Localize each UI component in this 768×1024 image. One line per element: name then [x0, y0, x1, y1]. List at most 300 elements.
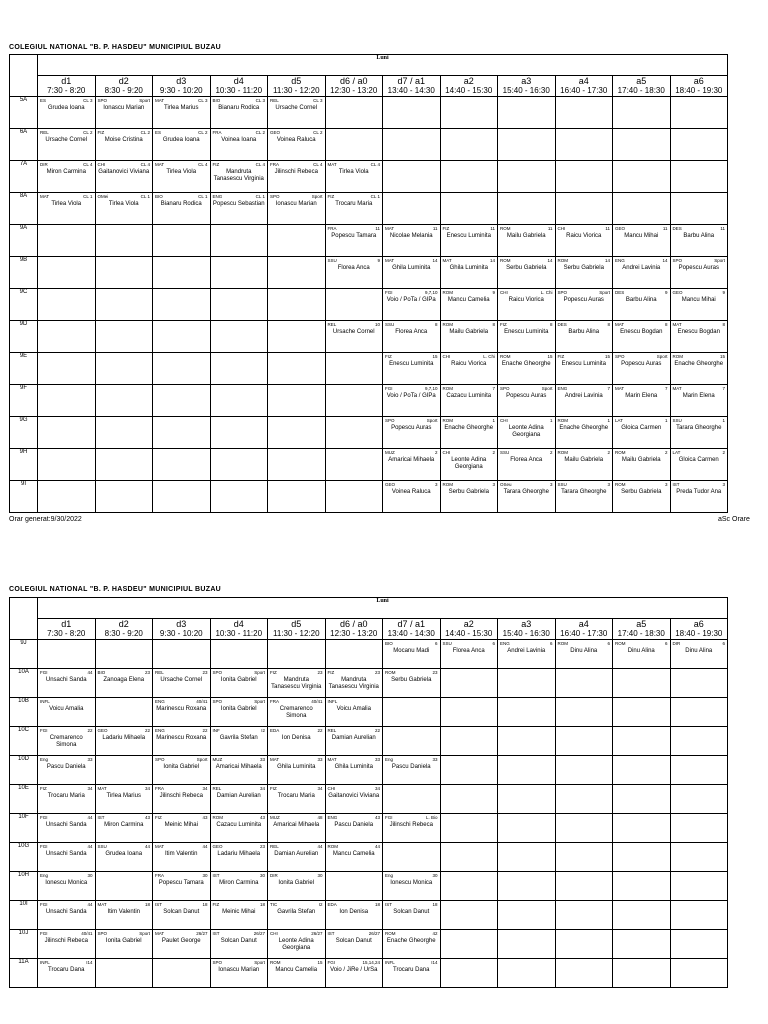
class-row: [10, 385, 728, 417]
subject-code: FRA: [155, 873, 164, 878]
day-header: Luni: [38, 598, 728, 619]
teacher-name: Dinu Alina: [627, 648, 655, 654]
subject-code: SSU: [327, 258, 337, 263]
lesson-cell: [153, 901, 211, 930]
teacher-name: Grudea Ioana: [105, 851, 143, 857]
teacher-name: Ladariu Mihaela: [217, 851, 261, 857]
period-header: [38, 76, 96, 97]
subject-code: MAT: [615, 386, 625, 391]
lesson-cell: [95, 353, 153, 385]
lesson-cell: [613, 930, 671, 959]
lesson-cell: [498, 385, 556, 417]
lesson-cell: [95, 193, 153, 225]
room-number: 14: [604, 258, 610, 263]
lesson-cell: [210, 669, 268, 698]
room-number: 44: [374, 844, 380, 849]
room-number: 14: [662, 258, 668, 263]
lesson-cell: [95, 417, 153, 449]
room-number: 26/27: [311, 931, 323, 936]
period-name: a3: [521, 619, 532, 629]
teacher-name: Mailu Gabriela: [621, 457, 661, 463]
period-header: [153, 619, 211, 640]
teacher-name: Florea Anca: [452, 648, 485, 654]
room-number: Sport: [426, 418, 438, 423]
room-number: 11: [662, 226, 668, 231]
lesson-cell: [613, 901, 671, 930]
teacher-name: Andrei Lavinia: [564, 393, 603, 399]
subject-code: REL: [40, 130, 49, 135]
subject-code: REL: [155, 670, 164, 675]
teacher-name: Marin Elena: [625, 393, 658, 399]
lesson-cell: [498, 289, 556, 321]
subject-code: ROM: [327, 844, 338, 849]
room-number: Sport: [139, 931, 150, 936]
class-row: [10, 321, 728, 353]
lesson-cell: [210, 930, 268, 959]
lesson-cell: [95, 289, 153, 321]
lesson-cell: [498, 417, 556, 449]
period-header: [383, 76, 441, 97]
period-header: [498, 76, 556, 97]
room-number: 40/41: [196, 699, 208, 704]
lesson-cell: [670, 698, 728, 727]
class-label: 9A: [10, 225, 38, 257]
lesson-cell: [268, 225, 326, 257]
lesson-cell: [383, 417, 441, 449]
room-number: CL 3: [313, 98, 323, 103]
period-time: 12:30 - 13:20: [330, 629, 378, 638]
subject-code: GEO: [97, 728, 108, 733]
class-row: [10, 930, 728, 959]
subject-code: MAT: [155, 162, 165, 167]
room-number: 23: [259, 844, 265, 849]
room-number: CL 1: [198, 194, 208, 199]
lesson-cell: [95, 872, 153, 901]
lesson-cell: [268, 353, 326, 385]
subject-code: SSU: [442, 641, 452, 646]
room-number: 11: [605, 226, 610, 231]
room-number: 3: [664, 482, 668, 487]
lesson-cell: [555, 193, 613, 225]
room-number: 15: [432, 354, 438, 359]
lesson-cell: [95, 727, 153, 756]
teacher-name: Voinea Raluca: [391, 489, 431, 495]
class-row: [10, 814, 728, 843]
period-time: 15:40 - 16:30: [502, 86, 550, 95]
class-row: [10, 959, 728, 988]
subject-code: ROM: [500, 226, 511, 231]
teacher-name: Itim Valentin: [164, 851, 198, 857]
room-number: Sport: [599, 290, 610, 295]
subject-code: Eng: [385, 757, 394, 762]
subject-code: FIZ: [442, 226, 450, 231]
lesson-cell: [613, 756, 671, 785]
room-number: 40/41: [311, 699, 323, 704]
class-label: 9H: [10, 449, 38, 481]
lesson-cell: [498, 901, 556, 930]
room-number: 8: [664, 322, 668, 327]
lesson-cell: [38, 417, 96, 449]
period-name: a5: [636, 619, 647, 629]
teacher-name: Paulet George: [161, 938, 201, 944]
lesson-cell: [153, 481, 211, 513]
lesson-cell: [210, 959, 268, 988]
teacher-name: Serbu Gabriela: [506, 265, 547, 271]
lesson-cell: [153, 449, 211, 481]
lesson-cell: [38, 959, 96, 988]
lesson-cell: [613, 785, 671, 814]
subject-code: FIZ: [155, 815, 162, 820]
room-number: 2: [607, 450, 610, 455]
lesson-cell: [498, 161, 556, 193]
lesson-cell: [325, 872, 383, 901]
lesson-cell: [325, 353, 383, 385]
period-time: 9:30 - 10:20: [159, 86, 203, 95]
teacher-name: Voicu Amalia: [49, 706, 84, 712]
lesson-cell: [555, 97, 613, 129]
subject-code: MAT: [155, 931, 165, 936]
room-number: 18: [374, 902, 380, 907]
lesson-cell: [210, 698, 268, 727]
lesson-cell: [325, 417, 383, 449]
lesson-cell: [268, 257, 326, 289]
period-time: 13:40 - 14:30: [387, 629, 435, 638]
teacher-name: Unsachi Sanda: [45, 822, 87, 828]
room-number: 8: [722, 322, 726, 327]
subject-code: ROM: [212, 815, 223, 820]
lesson-cell: [268, 321, 326, 353]
lesson-cell: [440, 727, 498, 756]
lesson-cell: [325, 321, 383, 353]
lesson-cell: [383, 353, 441, 385]
teacher-name: Tarara Gheorghe: [503, 489, 549, 495]
class-label: 10F: [10, 814, 38, 843]
lesson-cell: [613, 257, 671, 289]
subject-code: REL: [327, 322, 337, 327]
lesson-cell: [153, 843, 211, 872]
room-number: 6: [549, 641, 553, 646]
subject-code: ENG: [500, 641, 510, 646]
lesson-cell: [498, 872, 556, 901]
room-number: 7: [664, 386, 668, 391]
room-number: L. Chi: [483, 354, 495, 359]
class-row: [10, 785, 728, 814]
lesson-cell: [555, 449, 613, 481]
subject-code: FRA: [270, 162, 279, 167]
lesson-cell: [670, 843, 728, 872]
lesson-cell: [440, 385, 498, 417]
teacher-name: Marinescu Roxana: [156, 706, 207, 712]
lesson-cell: [440, 129, 498, 161]
lesson-cell: [268, 385, 326, 417]
class-row: [10, 669, 728, 698]
room-number: 30: [87, 873, 93, 878]
period-name: d1: [61, 619, 72, 629]
teacher-name: Miron Carmina: [46, 169, 86, 175]
subject-code: FRA: [270, 699, 279, 704]
lesson-cell: [268, 930, 326, 959]
teacher-name: Raicu Viorica: [566, 233, 602, 239]
room-number: 15: [604, 354, 610, 359]
room-number: CL 4: [255, 162, 265, 167]
class-row: [10, 193, 728, 225]
subject-code: REL: [270, 98, 279, 103]
subject-code: SPO: [97, 98, 108, 103]
class-label: 9B: [10, 257, 38, 289]
lesson-cell: [38, 129, 96, 161]
subject-code: SSU: [97, 844, 107, 849]
teacher-name: Amaricai Mihaela: [388, 457, 435, 463]
teacher-name: Unsachi Sanda: [45, 677, 87, 683]
teacher-name: Damian Aurelian: [331, 735, 376, 741]
lesson-cell: [325, 161, 383, 193]
class-label: 10H: [10, 872, 38, 901]
subject-code: GEO: [212, 844, 223, 849]
room-number: 6: [664, 641, 668, 646]
lesson-cell: [325, 225, 383, 257]
room-number: 23: [202, 670, 208, 675]
lesson-cell: [670, 193, 728, 225]
lesson-cell: [440, 353, 498, 385]
teacher-name: Voinea Ioana: [221, 137, 257, 143]
lesson-cell: [440, 785, 498, 814]
subject-code: BIO: [385, 641, 393, 646]
teacher-name: Leonte Adina Georgiana: [451, 457, 487, 470]
room-number: 43: [259, 815, 265, 820]
lesson-cell: [440, 321, 498, 353]
subject-code: ROM: [385, 931, 396, 936]
lesson-cell: [383, 161, 441, 193]
lesson-cell: [555, 843, 613, 872]
class-row: [10, 257, 728, 289]
subject-code: SPO: [672, 258, 683, 263]
lesson-cell: [613, 385, 671, 417]
lesson-cell: [555, 959, 613, 988]
room-number: Sport: [254, 960, 265, 965]
period-time: 10:30 - 11:20: [215, 629, 263, 638]
lesson-cell: [383, 756, 441, 785]
lesson-cell: [555, 289, 613, 321]
class-label: 9G: [10, 417, 38, 449]
lesson-cell: [268, 449, 326, 481]
subject-code: ROM: [385, 670, 396, 675]
lesson-cell: [268, 481, 326, 513]
subject-code: ROM: [557, 258, 568, 263]
teacher-name: Moise Cristina: [104, 137, 143, 143]
teacher-name: Popescu Auras: [506, 393, 547, 399]
class-label: 7A: [10, 161, 38, 193]
teacher-name: Ladariu Mihaela: [102, 735, 146, 741]
lesson-cell: [95, 481, 153, 513]
lesson-cell: [325, 669, 383, 698]
teacher-name: Tirlea Viola: [338, 169, 369, 175]
lesson-cell: [153, 289, 211, 321]
lesson-cell: [210, 353, 268, 385]
teacher-name: Unsachi Sanda: [45, 851, 87, 857]
room-number: CL 3: [198, 98, 208, 103]
lesson-cell: [670, 289, 728, 321]
lesson-cell: [440, 225, 498, 257]
lesson-cell: [210, 843, 268, 872]
subject-code: BIO: [155, 194, 163, 199]
lesson-cell: [670, 640, 728, 669]
room-number: 6: [434, 641, 438, 646]
lesson-cell: [153, 640, 211, 669]
subject-code: SSU: [500, 450, 510, 455]
lesson-cell: [325, 814, 383, 843]
period-header: [613, 76, 671, 97]
class-label: 6A: [10, 129, 38, 161]
period-time: 17:40 - 18:30: [617, 629, 665, 638]
subject-code: ENG: [327, 815, 338, 820]
lesson-cell: [325, 640, 383, 669]
room-number: 22: [317, 728, 323, 733]
room-number: CL 2: [313, 130, 323, 135]
lesson-cell: [153, 814, 211, 843]
room-number: 34: [374, 786, 380, 791]
subject-code: MAT: [385, 226, 395, 231]
subject-code: ROM: [672, 354, 683, 359]
room-number: 8: [434, 322, 438, 327]
teacher-name: Damian Aurelian: [216, 793, 261, 799]
lesson-cell: [383, 669, 441, 698]
subject-code: INFL: [327, 699, 338, 704]
subject-code: CHI: [97, 162, 106, 167]
lesson-cell: [440, 193, 498, 225]
class-row: [10, 756, 728, 785]
room-number: 44: [317, 844, 323, 849]
lesson-cell: [268, 843, 326, 872]
lesson-cell: [670, 97, 728, 129]
teacher-name: Tirlea Marius: [106, 793, 141, 799]
lesson-cell: [498, 669, 556, 698]
teacher-name: Ursache Cornel: [45, 137, 88, 143]
lesson-cell: [440, 669, 498, 698]
class-label: 5A: [10, 97, 38, 129]
period-name: d2: [118, 76, 129, 86]
lesson-cell: [268, 669, 326, 698]
lesson-cell: [38, 930, 96, 959]
teacher-name: Barbu Alina: [683, 233, 715, 239]
lesson-cell: [95, 161, 153, 193]
teacher-name: Mancu Camelia: [332, 851, 375, 857]
room-number: CL 2: [140, 130, 150, 135]
footer-brand: aSc Orare: [718, 516, 750, 523]
teacher-name: Popescu Tamara: [158, 880, 204, 886]
lesson-cell: [38, 449, 96, 481]
subject-code: REL: [212, 786, 222, 791]
teacher-name: Mailu Gabriela: [506, 233, 546, 239]
subject-code: ROM: [557, 418, 568, 423]
subject-code: FRA: [327, 226, 337, 231]
room-number: 2: [549, 450, 553, 455]
room-number: 3: [549, 482, 553, 487]
lesson-cell: [38, 669, 96, 698]
teacher-name: Dinu Alina: [570, 648, 598, 654]
class-row: [10, 97, 728, 129]
subject-code: INFL: [40, 960, 50, 965]
subject-code: IST: [212, 873, 220, 878]
room-number: 7: [607, 386, 610, 391]
period-time: 7:30 - 8:20: [47, 629, 86, 638]
room-number: 26/27: [253, 931, 265, 936]
period-time: 16:40 - 17:30: [560, 629, 608, 638]
footer-generated: Orar generat:9/30/2022: [9, 516, 82, 523]
teacher-name: Grudea Ioana: [162, 137, 200, 143]
lesson-cell: [670, 756, 728, 785]
lesson-cell: [153, 257, 211, 289]
subject-code: ROM: [557, 641, 568, 646]
lesson-cell: [440, 257, 498, 289]
period-header: [325, 619, 383, 640]
lesson-cell: [670, 901, 728, 930]
lesson-cell: [670, 872, 728, 901]
lesson-cell: [38, 161, 96, 193]
room-number: 44: [202, 844, 208, 849]
lesson-cell: [440, 959, 498, 988]
lesson-cell: [153, 785, 211, 814]
room-number: 6: [492, 641, 495, 646]
teacher-name: Raicu Viorica: [451, 361, 487, 367]
lesson-cell: [555, 756, 613, 785]
teacher-name: Ionita Gabriel: [278, 880, 315, 886]
period-header: [613, 619, 671, 640]
lesson-cell: [613, 289, 671, 321]
subject-code: MAT: [270, 757, 280, 762]
class-label: 9J: [10, 640, 38, 669]
lesson-cell: [95, 785, 153, 814]
room-number: 2: [434, 450, 438, 455]
subject-code: SPO: [212, 670, 223, 675]
room-number: CL 1: [255, 194, 265, 199]
subject-code: FGI: [40, 728, 48, 733]
lesson-cell: [210, 449, 268, 481]
lesson-cell: [613, 872, 671, 901]
lesson-cell: [555, 640, 613, 669]
lesson-cell: [95, 814, 153, 843]
lesson-cell: [498, 698, 556, 727]
subject-code: DIR: [672, 641, 681, 646]
teacher-name: Nicolae Melania: [389, 233, 433, 239]
lesson-cell: [670, 727, 728, 756]
lesson-cell: [498, 959, 556, 988]
subject-code: ROM: [442, 418, 453, 423]
teacher-name: Raicu Viorica: [508, 297, 544, 303]
period-time: 10:30 - 11:20: [215, 86, 263, 95]
teacher-name: Trocaru Maria: [47, 793, 85, 799]
lesson-cell: [153, 193, 211, 225]
room-number: 34: [317, 786, 323, 791]
lesson-cell: [383, 814, 441, 843]
period-header: [498, 619, 556, 640]
subject-code: FIZ: [212, 162, 220, 167]
lesson-cell: [153, 930, 211, 959]
subject-code: REL: [270, 844, 279, 849]
subject-code: ROM: [500, 354, 511, 359]
teacher-name: Leonte Adina Georgiana: [508, 425, 544, 438]
teacher-name: Ionita Gabriel: [220, 706, 257, 712]
room-number: Sport: [541, 386, 553, 391]
subject-code: ROM: [615, 482, 626, 487]
lesson-cell: [268, 161, 326, 193]
room-number: 18: [259, 902, 265, 907]
teacher-name: Pascu Daniela: [391, 764, 431, 770]
room-number: CL 2: [83, 130, 93, 135]
teacher-name: Enache Gheorghe: [444, 425, 494, 431]
lesson-cell: [555, 930, 613, 959]
lesson-cell: [325, 129, 383, 161]
room-number: 33: [259, 757, 265, 762]
